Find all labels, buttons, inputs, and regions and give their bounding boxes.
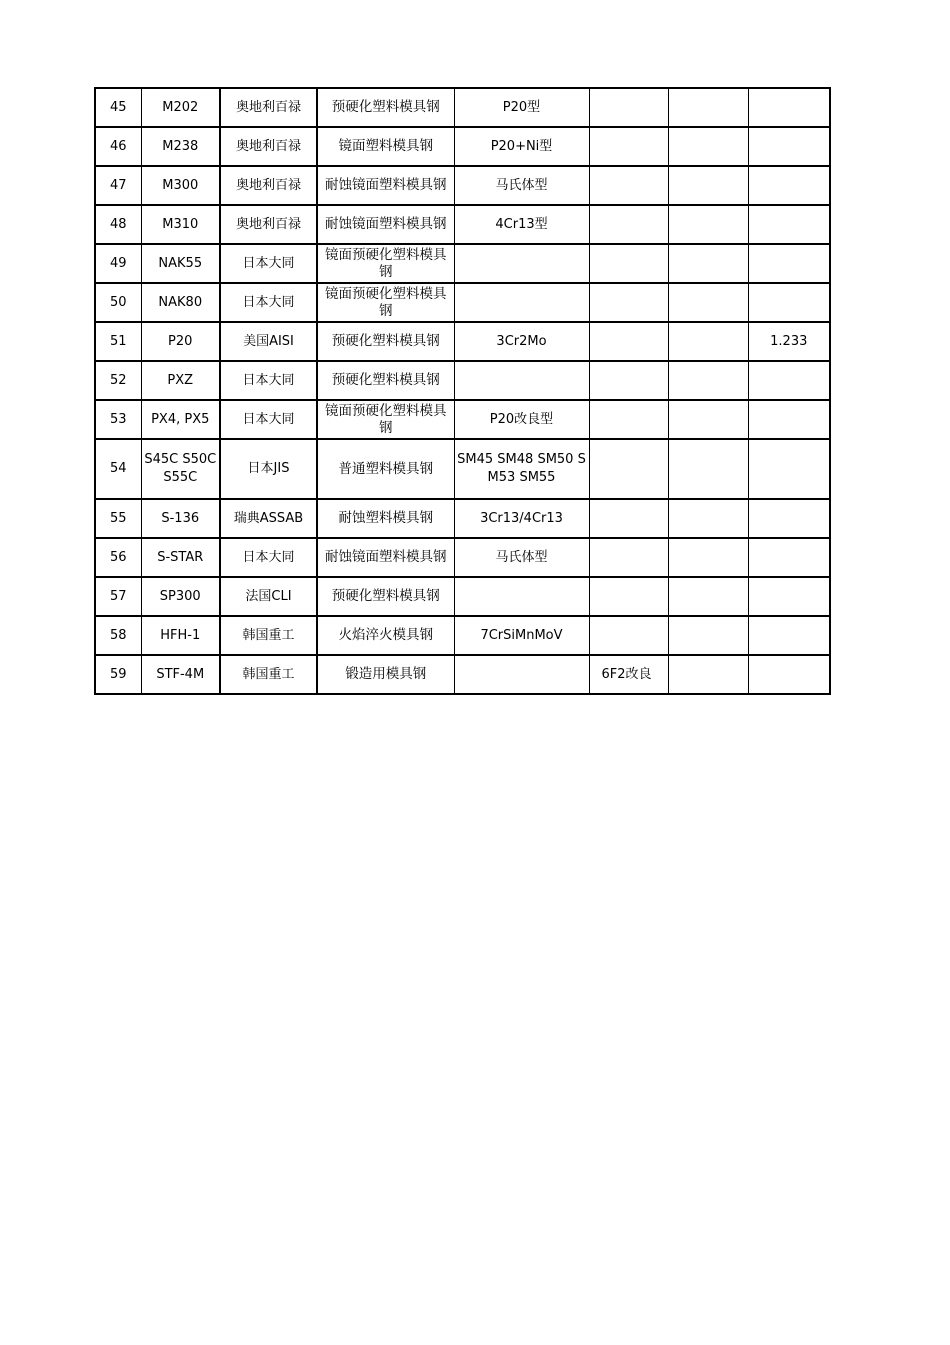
cell-steel-type: 预硬化塑料模具钢 xyxy=(317,322,454,361)
cell-column-h xyxy=(748,283,830,322)
cell-column-f xyxy=(589,127,668,166)
cell-column-g xyxy=(668,361,748,400)
cell-column-f xyxy=(589,361,668,400)
table-row xyxy=(95,166,830,205)
cell-column-g xyxy=(668,538,748,577)
cell-column-h xyxy=(748,244,830,283)
cell-number: 55 xyxy=(95,499,141,538)
cell-steel-type: 预硬化塑料模具钢 xyxy=(317,88,454,127)
cell-origin: 日本大同 xyxy=(220,400,317,439)
cell-column-g xyxy=(668,322,748,361)
cell-steel-type: 普通塑料模具钢 xyxy=(317,439,454,499)
cell-column-f xyxy=(589,283,668,322)
cell-number: 51 xyxy=(95,322,141,361)
cell-origin: 奥地利百禄 xyxy=(220,205,317,244)
table-row xyxy=(95,283,830,322)
cell-origin: 奥地利百禄 xyxy=(220,166,317,205)
cell-column-f xyxy=(589,166,668,205)
cell-origin: 奥地利百禄 xyxy=(220,127,317,166)
cell-column-f xyxy=(589,88,668,127)
cell-number: 54 xyxy=(95,439,141,499)
cell-grade: NAK55 xyxy=(141,244,220,283)
table-row xyxy=(95,205,830,244)
cell-equivalent xyxy=(454,361,589,400)
cell-steel-type: 预硬化塑料模具钢 xyxy=(317,361,454,400)
cell-origin: 韩国重工 xyxy=(220,655,317,694)
cell-grade: M202 xyxy=(141,88,220,127)
cell-column-h xyxy=(748,166,830,205)
cell-grade: M300 xyxy=(141,166,220,205)
cell-column-f xyxy=(589,244,668,283)
table-body xyxy=(95,88,830,694)
cell-number: 49 xyxy=(95,244,141,283)
cell-origin: 法国CLI xyxy=(220,577,317,616)
cell-column-f xyxy=(589,538,668,577)
cell-grade: S45C S50C S55C xyxy=(141,439,220,499)
cell-number: 58 xyxy=(95,616,141,655)
cell-equivalent xyxy=(454,283,589,322)
cell-grade: P20 xyxy=(141,322,220,361)
cell-column-g xyxy=(668,88,748,127)
cell-column-h xyxy=(748,439,830,499)
cell-grade: STF-4M xyxy=(141,655,220,694)
cell-origin: 日本大同 xyxy=(220,244,317,283)
cell-grade: PX4, PX5 xyxy=(141,400,220,439)
cell-column-f xyxy=(589,616,668,655)
table-row xyxy=(95,127,830,166)
cell-equivalent: SM45 SM48 SM50 SM53 SM55 xyxy=(454,439,589,499)
cell-equivalent: 4Cr13型 xyxy=(454,205,589,244)
cell-steel-type: 耐蚀镜面塑料模具钢 xyxy=(317,205,454,244)
cell-equivalent: 马氏体型 xyxy=(454,538,589,577)
cell-steel-type: 镜面塑料模具钢 xyxy=(317,127,454,166)
cell-number: 47 xyxy=(95,166,141,205)
cell-origin: 瑞典ASSAB xyxy=(220,499,317,538)
cell-origin: 美国AISI xyxy=(220,322,317,361)
cell-column-h xyxy=(748,655,830,694)
cell-origin: 日本JIS xyxy=(220,439,317,499)
cell-number: 59 xyxy=(95,655,141,694)
table-row xyxy=(95,244,830,283)
cell-column-g xyxy=(668,400,748,439)
cell-column-g xyxy=(668,439,748,499)
cell-column-f xyxy=(589,400,668,439)
cell-equivalent xyxy=(454,244,589,283)
cell-column-g xyxy=(668,166,748,205)
cell-steel-type: 耐蚀塑料模具钢 xyxy=(317,499,454,538)
table-row xyxy=(95,439,830,499)
table-row xyxy=(95,538,830,577)
cell-steel-type: 火焰淬火模具钢 xyxy=(317,616,454,655)
cell-column-g xyxy=(668,244,748,283)
cell-column-g xyxy=(668,283,748,322)
cell-number: 50 xyxy=(95,283,141,322)
table-row xyxy=(95,616,830,655)
table-row xyxy=(95,499,830,538)
cell-column-h xyxy=(748,205,830,244)
cell-column-h xyxy=(748,88,830,127)
cell-grade: SP300 xyxy=(141,577,220,616)
cell-column-g xyxy=(668,499,748,538)
cell-steel-type: 预硬化塑料模具钢 xyxy=(317,577,454,616)
cell-equivalent: 马氏体型 xyxy=(454,166,589,205)
table-row xyxy=(95,655,830,694)
cell-equivalent xyxy=(454,655,589,694)
cell-column-f: 6F2改良 xyxy=(589,655,668,694)
cell-origin: 奥地利百禄 xyxy=(220,88,317,127)
steel-grade-table xyxy=(94,87,831,695)
cell-column-f xyxy=(589,439,668,499)
cell-column-f xyxy=(589,499,668,538)
cell-column-g xyxy=(668,127,748,166)
cell-steel-type: 镜面预硬化塑料模具钢 xyxy=(317,244,454,283)
cell-origin: 日本大同 xyxy=(220,361,317,400)
cell-column-g xyxy=(668,577,748,616)
table-row xyxy=(95,361,830,400)
cell-steel-type: 镜面预硬化塑料模具钢 xyxy=(317,400,454,439)
cell-number: 48 xyxy=(95,205,141,244)
cell-grade: S-136 xyxy=(141,499,220,538)
table-row xyxy=(95,88,830,127)
cell-column-g xyxy=(668,655,748,694)
cell-number: 53 xyxy=(95,400,141,439)
cell-equivalent: 3Cr13/4Cr13 xyxy=(454,499,589,538)
cell-equivalent: 3Cr2Mo xyxy=(454,322,589,361)
cell-steel-type: 耐蚀镜面塑料模具钢 xyxy=(317,166,454,205)
cell-column-f xyxy=(589,577,668,616)
cell-origin: 日本大同 xyxy=(220,538,317,577)
cell-column-h xyxy=(748,616,830,655)
table-row xyxy=(95,400,830,439)
cell-equivalent: P20+Ni型 xyxy=(454,127,589,166)
cell-equivalent: 7CrSiMnMoV xyxy=(454,616,589,655)
cell-number: 57 xyxy=(95,577,141,616)
cell-number: 46 xyxy=(95,127,141,166)
cell-grade: M310 xyxy=(141,205,220,244)
cell-column-h xyxy=(748,127,830,166)
cell-grade: NAK80 xyxy=(141,283,220,322)
cell-steel-type: 锻造用模具钢 xyxy=(317,655,454,694)
cell-origin: 韩国重工 xyxy=(220,616,317,655)
cell-steel-type: 镜面预硬化塑料模具钢 xyxy=(317,283,454,322)
cell-grade: PXZ xyxy=(141,361,220,400)
cell-column-h xyxy=(748,577,830,616)
cell-number: 52 xyxy=(95,361,141,400)
cell-column-f xyxy=(589,322,668,361)
cell-column-g xyxy=(668,205,748,244)
table-row xyxy=(95,322,830,361)
cell-grade: HFH-1 xyxy=(141,616,220,655)
cell-steel-type: 耐蚀镜面塑料模具钢 xyxy=(317,538,454,577)
table-row xyxy=(95,577,830,616)
cell-column-h: 1.233 xyxy=(748,322,830,361)
cell-column-h xyxy=(748,361,830,400)
cell-column-f xyxy=(589,205,668,244)
cell-column-h xyxy=(748,499,830,538)
cell-origin: 日本大同 xyxy=(220,283,317,322)
cell-equivalent xyxy=(454,577,589,616)
cell-number: 56 xyxy=(95,538,141,577)
cell-number: 45 xyxy=(95,88,141,127)
cell-grade: S-STAR xyxy=(141,538,220,577)
cell-equivalent: P20型 xyxy=(454,88,589,127)
cell-grade: M238 xyxy=(141,127,220,166)
cell-column-h xyxy=(748,400,830,439)
cell-column-h xyxy=(748,538,830,577)
cell-equivalent: P20改良型 xyxy=(454,400,589,439)
cell-column-g xyxy=(668,616,748,655)
